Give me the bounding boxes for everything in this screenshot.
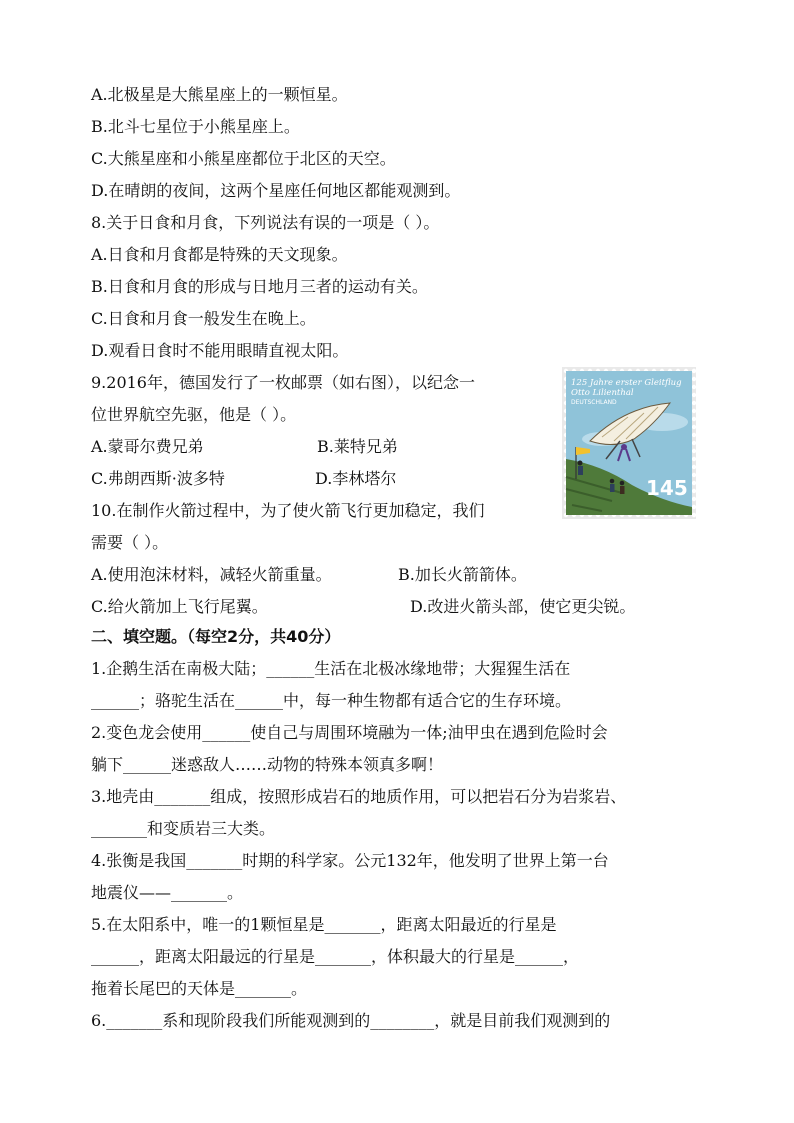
- q7-option-b: B.北斗七星位于小熊星座上。: [91, 117, 300, 136]
- fill-line-12: 6._______系和现阶段我们所能观测到的________，就是目前我们观测到的: [91, 1011, 611, 1030]
- fill-line-2: ______；骆驼生活在______中，每一种生物都有适合它的生存环境。: [91, 691, 572, 710]
- q9-option-c: C.弗朗西斯·波多特: [91, 469, 225, 488]
- q10-option-b: B.加长火箭箭体。: [398, 565, 527, 584]
- q7-option-a: A.北极星是大熊星座上的一颗恒星。: [91, 85, 348, 104]
- fill-line-11: 拖着长尾巴的天体是_______。: [91, 979, 308, 998]
- fill-line-6: _______和变质岩三大类。: [91, 819, 276, 838]
- q8-stem: 8.关于日食和月食，下列说法有误的一项是（ ）。: [91, 213, 440, 232]
- stamp-value: 145: [646, 476, 688, 500]
- lilienthal-stamp-image: [562, 367, 696, 519]
- q9-stem-line1: 9.2016年，德国发行了一枚邮票（如右图），以纪念一: [91, 373, 475, 392]
- q9-option-d: D.李林塔尔: [315, 469, 397, 488]
- stamp-title-line2: Otto Lilienthal: [571, 388, 634, 398]
- fill-line-10: ______，距离太阳最远的行星是_______，体积最大的行星是______，: [91, 947, 580, 966]
- q10-option-a: A.使用泡沫材料，减轻火箭重量。: [91, 565, 332, 584]
- fill-line-8: 地震仪——_______。: [91, 883, 244, 902]
- stamp-country: DEUTSCHLAND: [571, 399, 617, 406]
- q9-stem-line2: 位世界航空先驱，他是（ ）。: [91, 405, 297, 424]
- q8-option-a: A.日食和月食都是特殊的天文现象。: [91, 245, 348, 264]
- q10-option-c: C.给火箭加上飞行尾翼。: [91, 597, 268, 616]
- fill-line-4: 躺下______迷惑敌人……动物的特殊本领真多啊！: [91, 755, 444, 774]
- q9-option-b: B.莱特兄弟: [317, 437, 398, 456]
- q7-option-d: D.在晴朗的夜间，这两个星座任何地区都能观测到。: [91, 181, 461, 200]
- q7-option-c: C.大熊星座和小熊星座都位于北区的天空。: [91, 149, 396, 168]
- q8-option-b: B.日食和月食的形成与日地月三者的运动有关。: [91, 277, 428, 296]
- section-title-fill-in: 二、填空题。（每空2分，共40分）: [91, 627, 341, 646]
- fill-line-1: 1.企鹅生活在南极大陆；______生活在北极冰缘地带；大猩猩生活在: [91, 659, 571, 678]
- fill-line-3: 2.变色龙会使用______使自己与周围环境融为一体;油甲虫在遇到危险时会: [91, 723, 608, 742]
- q8-option-c: C.日食和月食一般发生在晚上。: [91, 309, 316, 328]
- fill-line-7: 4.张衡是我国_______时期的科学家。公元132年，他发明了世界上第一台: [91, 851, 609, 870]
- q10-stem-line2: 需要（ ）。: [91, 533, 169, 552]
- q8-option-d: D.观看日食时不能用眼睛直视太阳。: [91, 341, 349, 360]
- fill-line-9: 5.在太阳系中，唯一的1颗恒星是_______，距离太阳最近的行星是: [91, 915, 557, 934]
- q10-option-d: D.改进火箭头部，使它更尖锐。: [410, 597, 636, 616]
- stamp-title-line1: 125 Jahre erster Gleitflug: [571, 378, 682, 388]
- q10-stem-line1: 10.在制作火箭过程中，为了使火箭飞行更加稳定，我们: [91, 501, 485, 520]
- q9-option-a: A.蒙哥尔费兄弟: [91, 437, 204, 456]
- fill-line-5: 3.地壳由_______组成，按照形成岩石的地质作用，可以把岩石分为岩浆岩、: [91, 787, 627, 806]
